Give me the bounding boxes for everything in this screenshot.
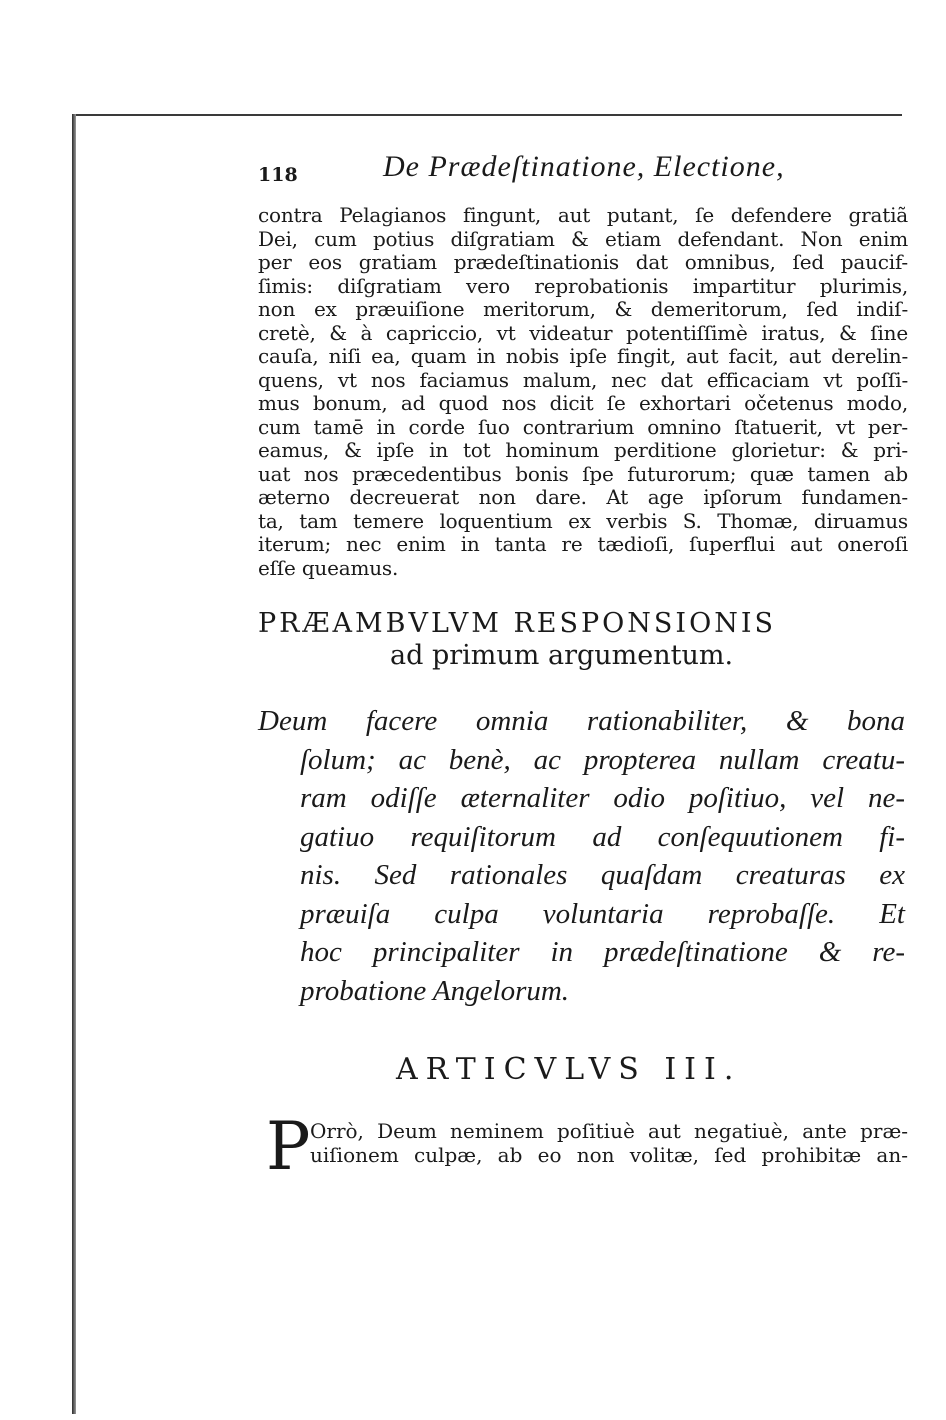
thesis-line: ſolum; ac benè, ac propterea nullam creatu- [300, 743, 905, 776]
thesis-line: præuiſa culpa voluntaria reprobaſſe. Et [300, 897, 905, 930]
drop-cap: P [266, 1108, 311, 1185]
thesis-line: Deum facere omnia rationabiliter, & bona [258, 705, 905, 737]
thesis-line: gatiuo requiſitorum ad conſequutionem fi- [300, 820, 905, 853]
body-line: contra Pelagianos fingunt, aut putant, ſe defendere gratiã [258, 203, 908, 227]
preamble-heading [258, 608, 908, 672]
preamble-subtitle: ad primum argumentum. [390, 640, 734, 671]
body-line: mus bonum, ad quod nos dicit ſe exhortari očetenus modo, [258, 391, 908, 415]
body-line: cum tamē in corde ſuo contrarium omnino ſtatuerit, vt per- [258, 414, 908, 439]
body-line: per eos gratiam prædeſtinationis dat omnibus, ſed paucif- [258, 250, 908, 274]
running-head [258, 150, 908, 200]
article-line: Orrò, Deum neminem poſitiuè aut negatiuè, ante præ- [310, 1119, 908, 1143]
page-edge-top [72, 114, 902, 116]
body-line: iterum; nec enim in tanta re tædioſi, ſuperflui aut oneroſi [258, 532, 908, 556]
running-head-title: De Prædeſtinatione, Electione, [383, 150, 785, 183]
body-line: æterno decreuerat non dare. At age ipſorum fundamen- [258, 485, 908, 509]
book-page [258, 150, 908, 1185]
body-line: eſſe queamus. [258, 555, 399, 580]
thesis-line: hoc principaliter in prædeſtinatione & re- [300, 936, 905, 968]
article-line: uiſionem culpæ, ab eo non volitæ, ſed prohibitæ an- [310, 1143, 908, 1167]
body-line: cauſa, niſi ea, quam in nobis ipſe fingit, aut facit, aut derelin- [258, 344, 908, 368]
body-line: non ex præuiſione meritorum, & demeritorum, ſed indiſ- [258, 297, 908, 321]
page-number: 118 [258, 164, 298, 186]
thesis-line: nis. Sed rationales quaſdam creaturas ex [300, 859, 905, 891]
body-line: cretè, & à capriccio, vt videatur potentiſſimè iratus, & ſine [258, 320, 908, 345]
article-heading: ARTICVLVS III. [396, 1052, 742, 1087]
body-line: ta, tam temere loquentium ex verbis S. Thomæ, diruamus [258, 508, 908, 533]
thesis-line: probatione Angelorum. [300, 974, 570, 1007]
thesis-statement [258, 702, 908, 1010]
body-line: quens, vt nos faciamus malum, nec dat efficaciam vt poſſi- [258, 367, 908, 392]
body-line: ſimis: diſgratiam vero reprobationis impartitur plurimis, [258, 273, 908, 298]
preamble-title: PRÆAMBVLVM RESPONSIONIS [258, 608, 777, 639]
body-line: Dei, cum potius diſgratiam & etiam defendant. Non enim [258, 226, 908, 251]
article-paragraph [258, 1108, 908, 1185]
body-line: eamus, & ipſe in tot hominum perditione glorietur: & pri- [258, 438, 908, 462]
thesis-line: ram odiſſe æternaliter odio poſitiuo, vel ne- [300, 782, 905, 814]
page-edge-left [72, 114, 76, 1414]
body-line: uat nos præcedentibus bonis ſpe futurorum; quæ tamen ab [258, 461, 908, 486]
body-paragraph [258, 204, 908, 580]
